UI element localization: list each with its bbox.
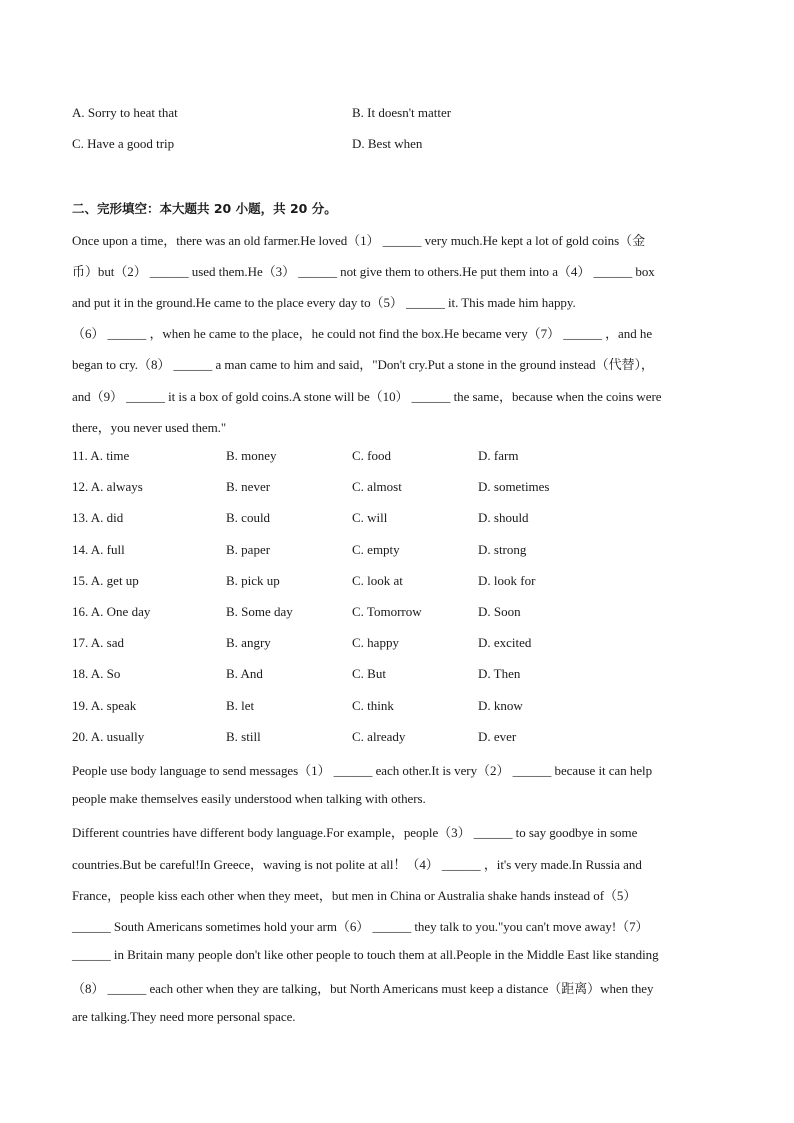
option-d[interactable]: D. look for	[478, 573, 536, 588]
option-c[interactable]: C. will	[352, 510, 388, 525]
question-row	[72, 635, 732, 655]
option-a[interactable]: 18. A. So	[72, 666, 121, 681]
passage-line: Once upon a time，there was an old farmer.He loved（1） ______ very much.He kept a lot of gold coins（金	[72, 233, 646, 248]
option-c[interactable]: C. happy	[352, 635, 399, 650]
option-c[interactable]: C. almost	[352, 479, 402, 494]
option-a[interactable]: 11. A. time	[72, 448, 130, 463]
passage-line: France，people kiss each other when they meet，but men in China or Australia shake hands instead of（5）	[72, 888, 637, 903]
option-b[interactable]: B. pick up	[226, 573, 280, 588]
option-d[interactable]: D. excited	[478, 635, 532, 650]
option-d[interactable]: D. ever	[478, 729, 517, 744]
passage-line: （8） ______ each other when they are talking，but North Americans must keep a distance（距离）when they	[72, 981, 654, 996]
option-b[interactable]: B. still	[226, 729, 261, 744]
passage-line: there，you never used them."	[72, 420, 227, 435]
option-a[interactable]: 13. A. did	[72, 510, 124, 525]
option-c[interactable]: C. empty	[352, 542, 400, 557]
passage-line: ______ South Americans sometimes hold your arm（6） ______ they talk to you."you can't move away!（7）	[72, 919, 649, 934]
question-row	[72, 604, 732, 624]
option-a[interactable]: 17. A. sad	[72, 635, 124, 650]
option-c[interactable]: C. think	[352, 698, 394, 713]
option-b[interactable]: B. could	[226, 510, 271, 525]
option-d[interactable]: D. Soon	[478, 604, 521, 619]
option-a[interactable]: 12. A. always	[72, 479, 143, 494]
passage-line: are talking.They need more personal space.	[72, 1009, 296, 1024]
question-row	[72, 542, 732, 562]
question-row	[72, 510, 732, 530]
option-a[interactable]: 16. A. One day	[72, 604, 151, 619]
question-row	[72, 729, 732, 749]
option-a[interactable]: 15. A. get up	[72, 573, 139, 588]
passage-line: 币）but（2） ______ used them.He（3） ______ not give them to others.He put them into a（4） ______ box	[72, 264, 655, 279]
option-b[interactable]: B. never	[226, 479, 271, 494]
question-row	[72, 479, 732, 499]
question-row	[72, 573, 732, 593]
option-a[interactable]: 19. A. speak	[72, 698, 137, 713]
option-c[interactable]: C. look at	[352, 573, 403, 588]
prev-option-b: B. It doesn't matter	[352, 105, 452, 120]
passage-line: Different countries have different body language.For example，people（3） ______ to say goodbye in some	[72, 825, 638, 840]
option-c[interactable]: C. already	[352, 729, 406, 744]
option-b[interactable]: B. money	[226, 448, 277, 463]
option-d[interactable]: D. strong	[478, 542, 527, 557]
option-d[interactable]: D. know	[478, 698, 523, 713]
option-d[interactable]: D. Then	[478, 666, 521, 681]
option-b[interactable]: B. And	[226, 666, 263, 681]
section-heading: 二、完形填空：本大题共 20 小题，共 20 分。	[72, 201, 337, 216]
passage-line: and（9） ______ it is a box of gold coins.A stone will be（10） ______ the same，because when the coins were	[72, 389, 662, 404]
passage-line: ______ in Britain many people don't like other people to touch them at all.People in the Middle East like standing	[72, 947, 659, 962]
prev-option-c: C. Have a good trip	[72, 136, 175, 151]
option-b[interactable]: B. paper	[226, 542, 271, 557]
question-row	[72, 698, 732, 718]
question-row	[72, 666, 732, 686]
passage-line: （6） ______ ，when he came to the place，he could not find the box.He became very（7） ______ ，and he	[72, 326, 653, 341]
option-d[interactable]: D. farm	[478, 448, 519, 463]
option-d[interactable]: D. sometimes	[478, 479, 550, 494]
option-a[interactable]: 14. A. full	[72, 542, 125, 557]
passage-line: people make themselves easily understood when talking with others.	[72, 791, 426, 806]
option-b[interactable]: B. angry	[226, 635, 271, 650]
option-b[interactable]: B. let	[226, 698, 255, 713]
option-d[interactable]: D. should	[478, 510, 529, 525]
passage-line: began to cry.（8） ______ a man came to him and said，"Don't cry.Put a stone in the ground instead（代替），	[72, 357, 654, 372]
option-c[interactable]: C. Tomorrow	[352, 604, 422, 619]
option-b[interactable]: B. Some day	[226, 604, 293, 619]
option-c[interactable]: C. But	[352, 666, 386, 681]
option-c[interactable]: C. food	[352, 448, 391, 463]
question-row	[72, 448, 732, 468]
passage-line: countries.But be careful!In Greece，waving is not polite at all！（4） ______ ，it's very made.In Russia and	[72, 857, 642, 872]
option-a[interactable]: 20. A. usually	[72, 729, 145, 744]
passage-line: People use body language to send messages（1） ______ each other.It is very（2） ______ because it can help	[72, 763, 653, 778]
prev-option-a: A. Sorry to heat that	[72, 105, 178, 120]
passage-line: and put it in the ground.He came to the place every day to（5） ______ it. This made him happy.	[72, 295, 576, 310]
prev-option-d: D. Best when	[352, 136, 423, 151]
